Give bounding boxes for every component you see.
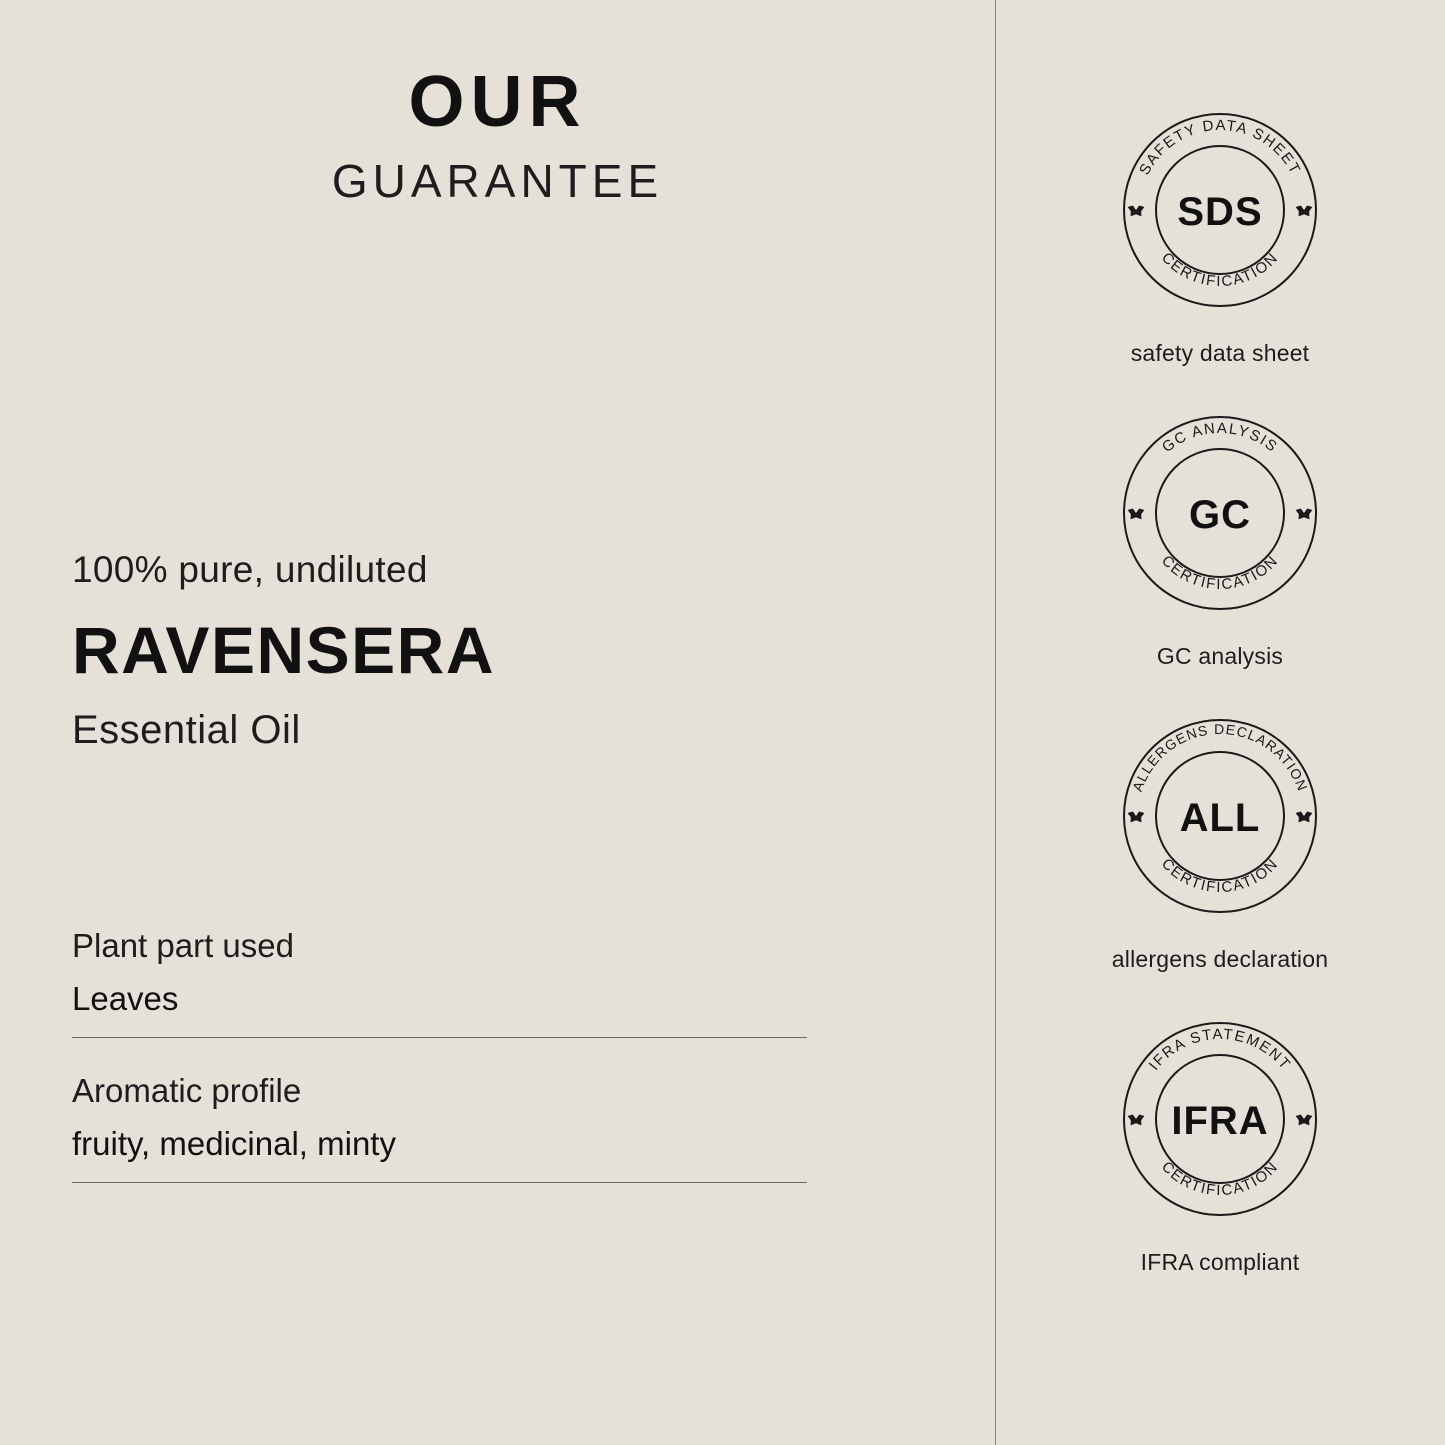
badge-caption: safety data sheet — [1130, 340, 1310, 366]
spec-list — [72, 925, 807, 1215]
seal-abbr: GC — [1189, 493, 1251, 537]
seal-allergens-icon — [1096, 692, 1344, 940]
badge-gc — [995, 389, 1445, 670]
badge-ifra — [995, 995, 1445, 1276]
seal-abbr: ALL — [1179, 796, 1261, 840]
svg-text:CERTIFICATION — [1158, 552, 1282, 593]
seal-bottom-text: CERTIFICATION — [1158, 249, 1282, 291]
svg-text:ALLERGENS DECLARATION — [1129, 721, 1311, 794]
product-block — [72, 548, 872, 752]
guarantee-title-line2: GUARANTEE — [331, 155, 664, 207]
seal-bottom-text: CERTIFICATION — [1158, 855, 1282, 897]
right-column — [995, 0, 1445, 1445]
spec-label: Plant part used — [72, 927, 294, 964]
svg-text:IFRA STATEMENT — [1146, 1026, 1295, 1074]
certification-badge-list — [995, 86, 1445, 1298]
seal-gc-icon — [1096, 389, 1344, 637]
svg-text:CERTIFICATION — [1158, 855, 1282, 896]
spec-row-plant-part — [72, 925, 807, 1038]
spec-row-aromatic-profile — [72, 1070, 807, 1183]
spec-value: fruity, medicinal, minty — [72, 1123, 807, 1183]
seal-abbr: IFRA — [1171, 1099, 1269, 1143]
seal-ifra-icon — [1096, 995, 1344, 1243]
guarantee-title-line1: OUR — [408, 62, 587, 142]
seal-top-text: SAFETY DATA SHEET — [1136, 116, 1304, 178]
seal-top-text: ALLERGENS DECLARATION — [1129, 720, 1311, 794]
purity-statement: 100% pure, undiluted — [72, 549, 428, 590]
seal-abbr: SDS — [1177, 190, 1263, 234]
svg-text:SAFETY DATA SHEET — [1136, 117, 1304, 178]
badge-allergens — [995, 692, 1445, 973]
seal-bottom-text: CERTIFICATION — [1158, 552, 1282, 594]
seal-bottom-text: CERTIFICATION — [1158, 1158, 1282, 1200]
badge-caption: allergens declaration — [1111, 946, 1329, 972]
seal-top-text: GC ANALYSIS — [1159, 419, 1282, 457]
svg-text:CERTIFICATION — [1158, 249, 1282, 290]
spec-value: Leaves — [72, 978, 807, 1038]
badge-caption: IFRA compliant — [1140, 1249, 1300, 1275]
svg-text:CERTIFICATION — [1158, 1158, 1282, 1199]
seal-top-text: IFRA STATEMENT — [1145, 1025, 1295, 1074]
seal-sds-icon — [1096, 86, 1344, 334]
spec-label: Aromatic profile — [72, 1071, 302, 1109]
badge-sds — [995, 86, 1445, 367]
product-name: RAVENSERA — [72, 613, 496, 688]
badge-caption: GC analysis — [1156, 643, 1284, 669]
svg-text:GC ANALYSIS — [1159, 420, 1281, 456]
product-type: Essential Oil — [72, 707, 301, 752]
guarantee-heading — [0, 62, 995, 207]
